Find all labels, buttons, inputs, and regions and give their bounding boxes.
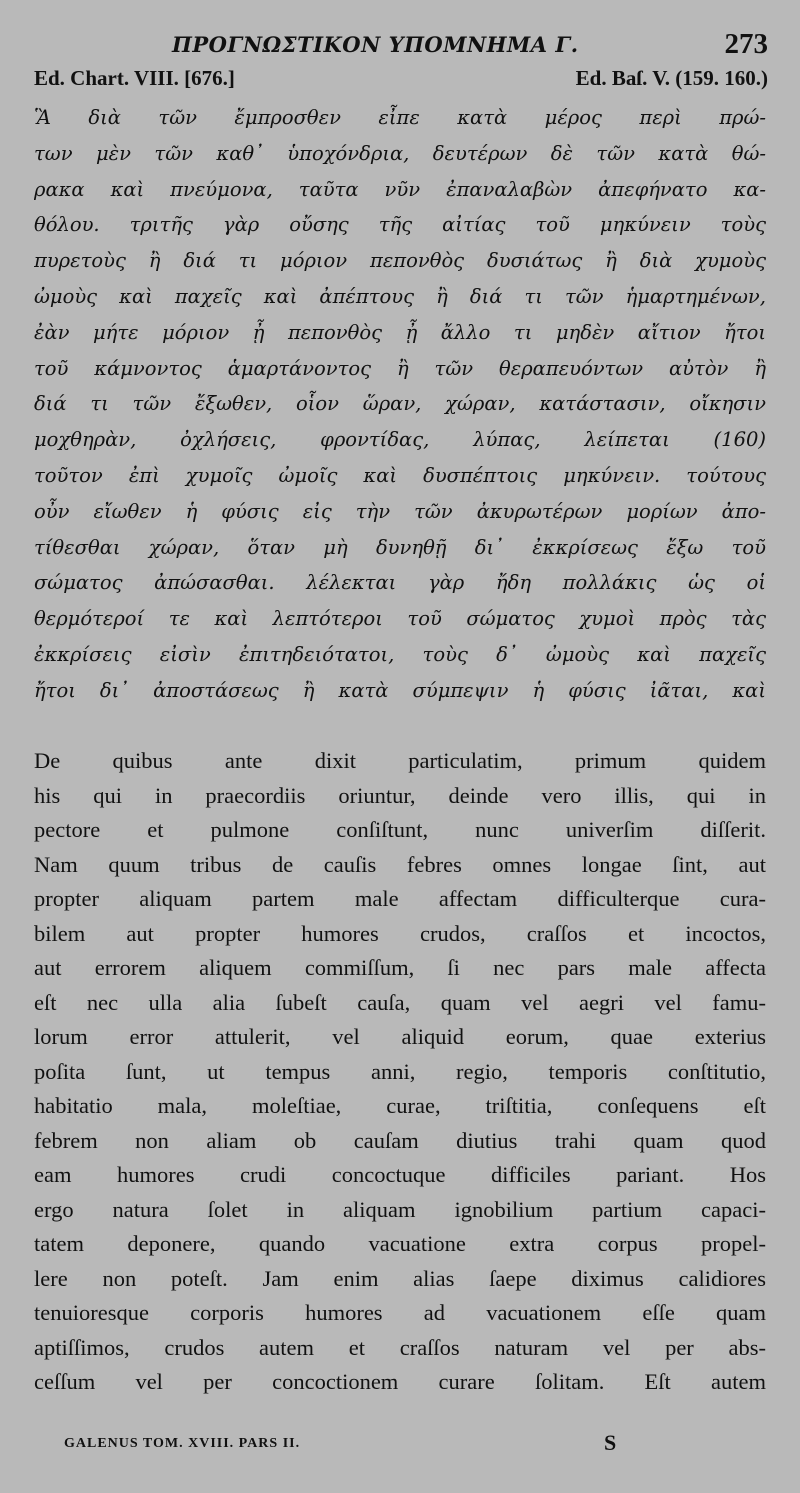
latin-text-line: eam humores crudi concoctuque difficiles pariant. Hos xyxy=(34,1162,766,1187)
greek-text-line: τοῦτον ἐπὶ χυμοῖς ὠμοῖς καὶ δυσπέπτοις μηκύνειν. τούτους xyxy=(34,463,766,487)
greek-text-line: μοχθηρὰν, ὀχλήσεις, φροντίδας, λύπας, λείπεται (160) xyxy=(34,428,766,452)
latin-text-line: tatem deponere, quando vacuatione extra corpus propel- xyxy=(34,1231,766,1256)
greek-text-line: τίθεσθαι χώραν, ὅταν μὴ δυνηθῇ δι᾽ ἐκκρίσεως ἔξω τοῦ xyxy=(34,535,766,559)
latin-text-line: eſt nec ulla alia ſubeſt cauſa, quam vel aegri vel famu- xyxy=(34,989,766,1015)
latin-text-line: De quibus ante dixit particulatim, primum quidem xyxy=(34,748,766,773)
greek-text-line: θερμότεροί τε καὶ λεπτότεροι τοῦ σώματος χυμοὶ πρὸς τὰς xyxy=(34,607,766,631)
latin-text-line: febrem non aliam ob cauſam diutius trahi quam quod xyxy=(34,1127,766,1153)
greek-text-line: σώματος ἀπώσασθαι. λέλεκται γὰρ ἤδη πολλάκις ὡς οἱ xyxy=(34,571,766,595)
latin-text-line: poſita ſunt, ut tempus anni, regio, temporis conſtitutio, xyxy=(34,1058,766,1084)
latin-text-line: Nam quum tribus de cauſis febres omnes longae ſint, aut xyxy=(34,851,766,877)
greek-text-line: ρακα καὶ πνεύμονα, ταῦτα νῦν ἐπαναλαβὼν ἀπεφήνατο κα- xyxy=(34,177,766,201)
latin-text-line: aut errorem aliquem commiſſum, ſi nec pars male affecta xyxy=(34,955,766,980)
page-number: 273 xyxy=(724,28,768,60)
greek-text-line: Ἃ διὰ τῶν ἔμπροσθεν εἶπε κατὰ μέρος περὶ πρώ- xyxy=(34,106,766,129)
latin-text-line: his qui in praecordiis oriuntur, deinde vero illis, qui in xyxy=(34,782,766,808)
greek-text-line: οὖν εἴωθεν ἡ φύσις εἰς τὴν τῶν ἀκυρωτέρων μορίων ἀπο- xyxy=(34,499,766,523)
greek-text-line: ἤτοι δι᾽ ἀποστάσεως ἢ κατὰ σύμπεψιν ἡ φύσις ἰᾶται, καὶ xyxy=(34,678,766,702)
latin-text-line: aptiſſimos, crudos autem et craſſos naturam vel per abs- xyxy=(34,1334,766,1360)
latin-text-line: tenuioresque corporis humores ad vacuationem eſſe quam xyxy=(34,1300,766,1325)
greek-text-line: διά τι τῶν ἔξωθεν, οἷον ὥραν, χώραν, κατάστασιν, οἴκησιν xyxy=(34,392,766,416)
greek-text-line: ἐὰν μήτε μόριον ᾖ πεπονθὸς ᾖ ἄλλο τι μηδὲν αἴτιον ἤτοι xyxy=(34,320,766,344)
running-title: ΠΡΟΓΝΩΣΤΙΚΟΝ ΥΠΟΜΝΗΜΑ Γ. xyxy=(172,32,579,57)
latin-text-line: lorum error attulerit, vel aliquid eorum, quae exterius xyxy=(34,1024,766,1049)
page-footer xyxy=(64,1430,768,1462)
edition-reference-line xyxy=(34,66,768,94)
greek-text-line: ἐκκρίσεις εἰσὶν ἐπιτηδειότατοι, τοὺς δ᾽ ὠμοὺς καὶ παχεῖς xyxy=(34,642,766,666)
latin-text-block xyxy=(34,744,766,1400)
volume-line: GALENUS TOM. XVIII. PARS II. xyxy=(64,1436,301,1451)
greek-text-block xyxy=(34,100,766,709)
latin-text-line: bilem aut propter humores crudos, craſſos et incoctos, xyxy=(34,920,766,946)
greek-text-line: τοῦ κάμνοντος ἁμαρτάνοντος ἢ τῶν θεραπευόντων αὐτὸν ἢ xyxy=(34,356,766,380)
latin-text-line: habitatio mala, moleſtiae, curae, triſtitia, conſequens eſt xyxy=(34,1093,766,1118)
signature-mark: S xyxy=(604,1430,617,1455)
running-head xyxy=(34,28,768,68)
greek-text-line: θόλου. τριτῆς γὰρ οὔσης τῆς αἰτίας τοῦ μηκύνειν τοὺς xyxy=(34,213,766,237)
edition-chartier-ref: Ed. Chart. VIII. [676.] xyxy=(34,66,235,90)
latin-text-line: pectore et pulmone conſiſtunt, nunc univerſim diſſerit. xyxy=(34,817,766,842)
greek-text-line: των μὲν τῶν καθ᾽ ὑποχόνδρια, δευτέρων δὲ τῶν κατὰ θώ- xyxy=(34,141,766,165)
latin-text-line: propter aliquam partem male affectam difficulterque cura- xyxy=(34,886,766,911)
greek-text-line: ὠμοὺς καὶ παχεῖς καὶ ἀπέπτους ἢ διά τι τῶν ἡμαρτημένων, xyxy=(34,284,766,308)
latin-text-line: ceſſum vel per concoctionem curare ſolitam. Eſt autem xyxy=(34,1369,766,1394)
latin-text-line: ergo natura ſolet in aliquam ignobilium partium capaci- xyxy=(34,1196,766,1222)
greek-text-line: πυρετοὺς ἢ διά τι μόριον πεπονθὸς δυσιάτως ἢ διὰ χυμοὺς xyxy=(34,249,766,273)
edition-basel-ref: Ed. Baſ. V. (159. 160.) xyxy=(575,66,768,90)
latin-text-line: lere non poteſt. Jam enim alias ſaepe diximus calidiores xyxy=(34,1265,766,1291)
